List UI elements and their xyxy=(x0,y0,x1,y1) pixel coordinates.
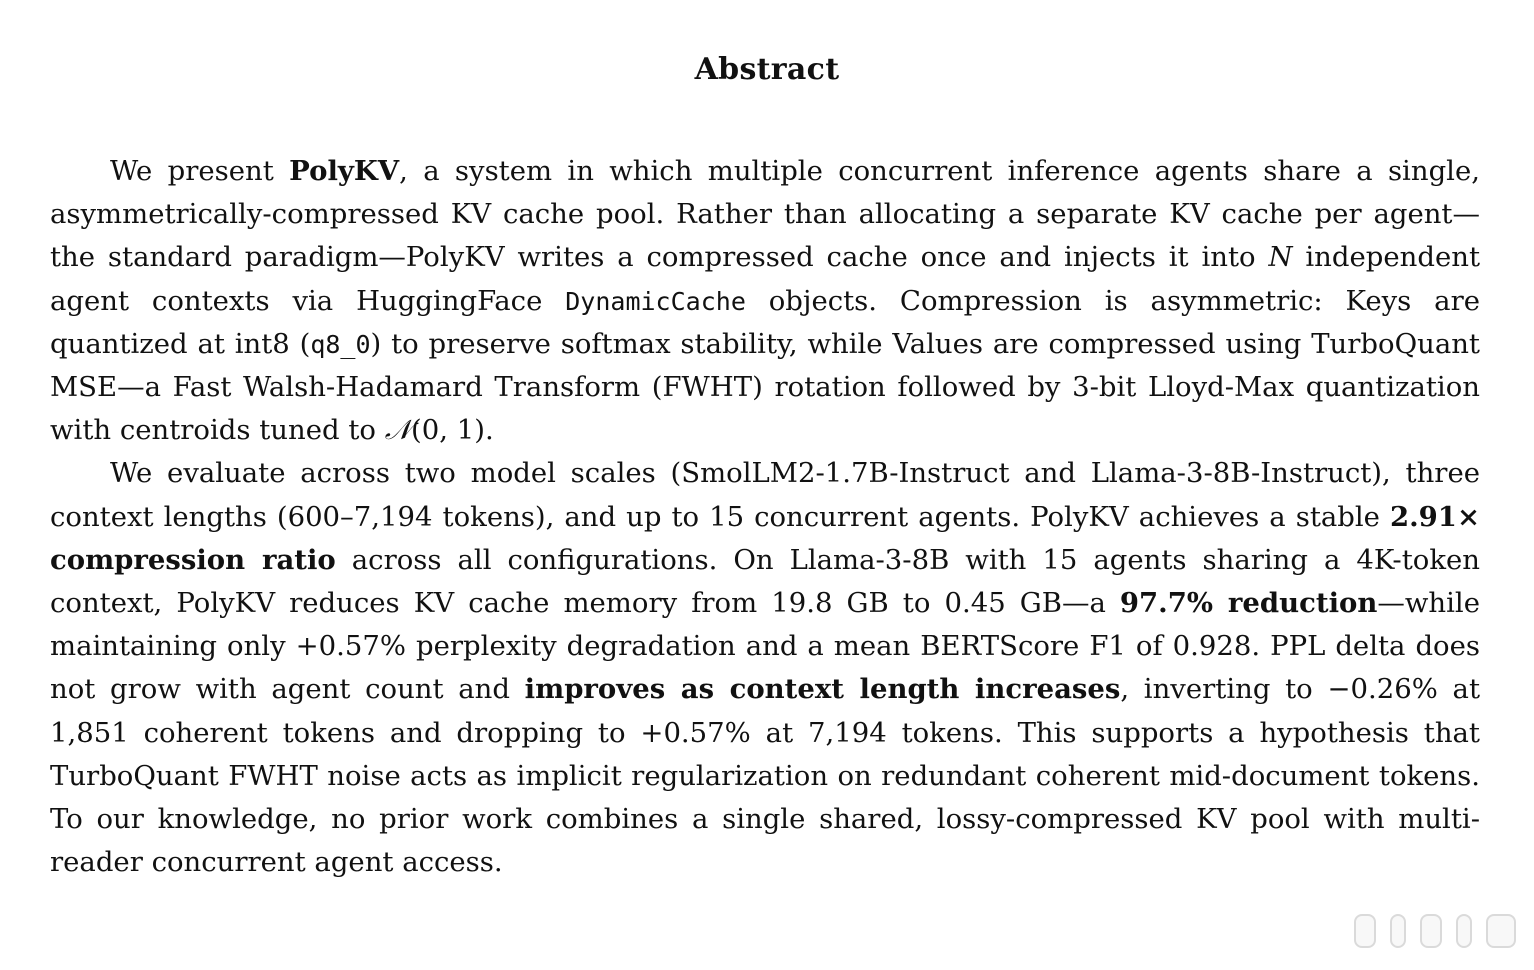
text-run: We evaluate across two model scales (SmolLM2-1.7B-Instruct and Llama-3-8B-Instruct), three context lengths (600–7,194 tokens), and up to 15 concurrent agents. PolyKV achieves a stable xyxy=(50,457,1480,533)
abstract-paragraph-2 xyxy=(50,452,1480,884)
watermark-shape-icon xyxy=(1420,914,1442,948)
normal-distribution-symbol: 𝒩 xyxy=(384,414,412,447)
text-run: objects. Compression is asymmetric: Keys are quantized at int8 ( xyxy=(50,284,1480,360)
text-run: ) to preserve softmax stability, while Values are compressed using TurboQuant MSE—a Fast Walsh-Hadamard Transform (FWHT) rotation followed by 3-bit Lloyd-Max quantization with centroids tuned to xyxy=(50,327,1480,447)
platform-watermark-icon xyxy=(1354,914,1516,948)
watermark-shape-icon xyxy=(1390,914,1406,948)
compression-ratio-highlight: 2.91× compression ratio xyxy=(50,500,1480,576)
text-run: (0, 1). xyxy=(411,414,494,447)
watermark-shape-icon xyxy=(1456,914,1472,948)
text-run: We present xyxy=(110,155,290,187)
abstract-title: Abstract xyxy=(694,52,840,87)
text-run: —while maintaining only +0.57% perplexity degradation and a mean BERTScore F1 of 0.928. PPL delta does not grow with agent count and xyxy=(50,587,1480,706)
reduction-highlight: 97.7% reduction xyxy=(1119,587,1378,620)
code-q8-0: q8_0 xyxy=(310,329,371,359)
text-run: across all configurations. On Llama-3-8B with 15 agents sharing a 4K-token context, PolyKV reduces KV cache memory from 19.8 GB to 0.45 GB—a xyxy=(50,543,1480,620)
abstract-paragraph-1 xyxy=(50,150,1480,452)
math-variable-n: N xyxy=(1268,241,1293,274)
code-dynamic-cache: DynamicCache xyxy=(565,286,746,316)
watermark-shape-icon xyxy=(1486,914,1516,948)
text-run: , a system in which multiple concurrent inference agents share a single, asymmetrically-compressed KV cache pool. Rather than allocating a separate KV cache per agent—the standard paradigm—PolyKV writes a compressed cache once and injects it into xyxy=(50,155,1480,274)
watermark-shape-icon xyxy=(1354,914,1376,948)
abstract-body xyxy=(50,150,1480,884)
system-name: PolyKV xyxy=(289,155,400,187)
context-length-highlight: improves as context length increases xyxy=(524,673,1121,706)
text-run: , inverting to −0.26% at 1,851 coherent tokens and dropping to +0.57% at 7,194 tokens. This supports a hypothesis that TurboQuant FWHT noise acts as implicit regularization on redundant coherent mid-document tokens. To our knowledge, no prior work combines a single shared, lossy-compressed KV pool with multi-reader concurrent agent access. xyxy=(50,673,1480,879)
text-run: independent agent contexts via HuggingFace xyxy=(50,241,1480,317)
